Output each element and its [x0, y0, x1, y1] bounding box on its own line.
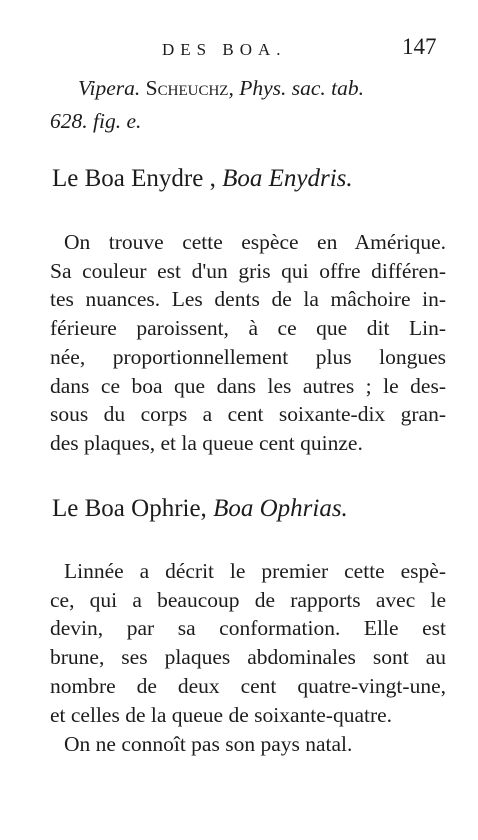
- running-title: DES BOA.: [162, 40, 287, 59]
- section-heading-ophrie: [52, 495, 452, 523]
- heading-french-name: Le Boa Ophrie,: [52, 495, 207, 522]
- text-line: férieure paroissent, à ce que dit Lin-: [50, 316, 446, 341]
- reference-plate: 628. fig. e.: [50, 109, 142, 133]
- text-line: dans ce boa que dans les autres ; le des-: [50, 373, 446, 398]
- reference-citation: [50, 72, 446, 138]
- reference-genus: Vipera.: [78, 76, 141, 100]
- reference-author: Scheuchz: [145, 76, 229, 100]
- text-line: On trouve cette espèce en Amérique.: [64, 230, 446, 254]
- text-line: des plaques, et la queue cent quinze.: [50, 430, 363, 455]
- text-line: sous du corps a cent soixante-dix gran-: [50, 402, 446, 427]
- text-line: nombre de deux cent quatre-vingt-une,: [50, 673, 446, 698]
- heading-latin-name: Boa Ophrias.: [213, 495, 348, 522]
- text-line: brune, ses plaques abdominales sont au: [50, 645, 446, 670]
- text-line: et celles de la queue de soixante-quatre.: [50, 702, 393, 727]
- text-line: Linnée a décrit le premier cette espè-: [64, 559, 446, 583]
- reference-work: , Phys. sac. tab.: [228, 76, 365, 100]
- page-number: 147: [402, 34, 437, 59]
- heading-latin-name: Boa Enydris.: [222, 165, 353, 192]
- closing-sentence: On ne connoît pas son pays natal.: [64, 732, 353, 756]
- paragraph-enydre: [50, 228, 446, 458]
- text-line: devin, par sa conformation. Elle est: [50, 616, 446, 641]
- text-line: née, proportionnellement plus longues: [50, 344, 446, 369]
- text-line: tes nuances. Les dents de la mâchoire in-: [50, 287, 446, 312]
- text-line: Sa couleur est d'un gris qui offre différen-: [50, 258, 446, 283]
- heading-french-name: Le Boa Enydre ,: [52, 165, 216, 192]
- section-heading-enydre: [52, 165, 452, 193]
- paragraph-ophrie: [50, 557, 446, 729]
- text-line: ce, qui a beaucoup de rapports avec le: [50, 587, 446, 612]
